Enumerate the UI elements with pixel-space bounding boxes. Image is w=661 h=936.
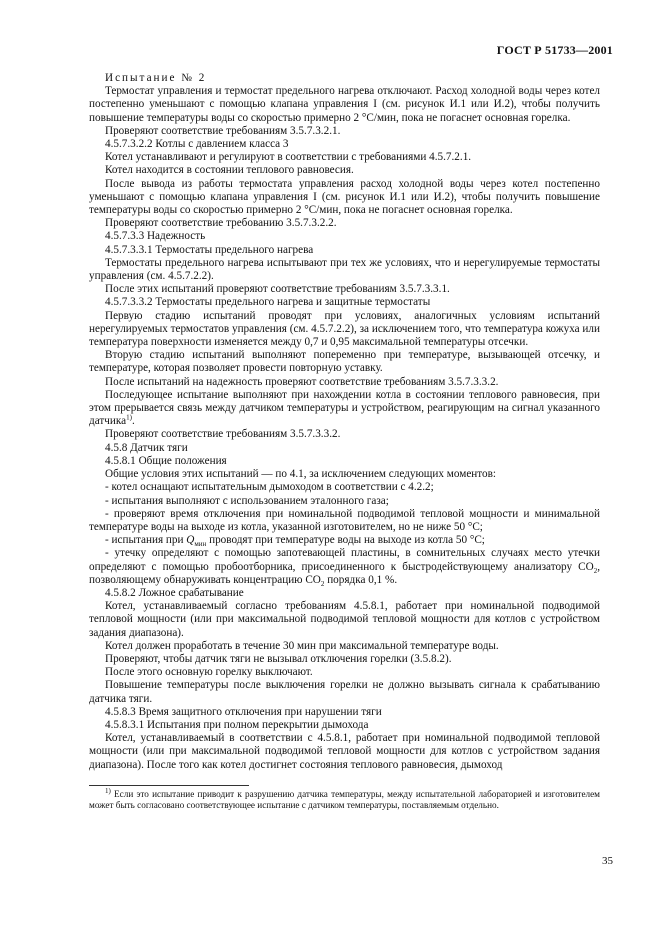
- section-heading: 4.5.8.3 Время защитного отключения при нарушении тяги: [105, 705, 382, 718]
- footnote-body: Если это испытание приводит к разрушению датчика температуры, между испытательной лабораторией и изготовителем может быть согласовано соответствующее испытание с датчиком температуры, поставляемым отдельно.: [89, 789, 600, 811]
- paragraph: Проверяют соответствие требованиям 3.5.7.3.3.2.: [105, 428, 341, 441]
- list-item-text: - испытания при: [105, 534, 187, 547]
- page-number: 35: [602, 855, 613, 867]
- document-body: [89, 72, 600, 772]
- paragraph: Термостаты предельного нагрева испытывают при тех же условиях, что и нерегулируемые термостаты управления (см. 4.5.7.2.2).: [89, 256, 600, 283]
- co2-subscript: 2: [593, 566, 598, 575]
- paragraph: Термостат управления и термостат предельного нагрева отключают. Расход холодной воды через котел постепенно уменьшают с помощью клапана управления I (см. рисунок И.1 или И.2), чтобы получить повышение температуры воды со скоростью примерно 2 °С/мин, пока не погаснет основная горелка.: [89, 85, 600, 124]
- section-heading: 4.5.7.3.3 Надежность: [105, 230, 206, 243]
- paragraph: После этих испытаний проверяют соответствие требованиям 3.5.7.3.3.1.: [105, 283, 450, 296]
- section-heading: 4.5.7.3.3.2 Термостаты предельного нагрева и защитные термостаты: [105, 296, 431, 309]
- paragraph: Котел должен проработать в течение 30 мин при максимальной температуре воды.: [105, 639, 499, 652]
- list-item: - котел оснащают испытательным дымоходом в соответствии с 4.2.2;: [105, 481, 434, 494]
- paragraph: После испытаний на надежность проверяют соответствие требованиям 3.5.7.3.3.2.: [105, 375, 499, 388]
- section-heading: 4.5.8 Датчик тяги: [105, 441, 188, 454]
- paragraph: Проверяют соответствие требованию 3.5.7.3.2.2.: [105, 217, 337, 230]
- test-heading: Испытание № 2: [105, 72, 207, 84]
- paragraph: Первую стадию испытаний проводят при условиях, аналогичных условиям испытаний нерегулируемых термостатов управления (см. 4.5.7.2.2), за исключением того, что температура кожуха или температура поверхности изменяется между 0,7 и 0,95 максимальной температуры отсечки.: [89, 309, 600, 349]
- footnote-text: [89, 786, 600, 811]
- list-item-text: порядка 0,1 %.: [324, 573, 398, 586]
- paragraph: Проверяют соответствие требованиям 3.5.7.3.2.1.: [105, 124, 341, 137]
- section-heading: 4.5.8.2 Ложное срабатывание: [105, 586, 244, 599]
- paragraph-with-footnote: [89, 389, 600, 429]
- list-item: - проверяют время отключения при номинальной подводимой тепловой мощности и минимальной температуре воды на выходе из котла, указанной изготовителем, но не ниже 50 °С;: [89, 507, 600, 533]
- q-symbol: Q: [186, 534, 195, 547]
- footnote: [89, 785, 600, 811]
- paragraph: Повышение температуры после выключения горелки не должно вызывать сигнала к срабатыванию датчика тяги.: [89, 679, 600, 705]
- section-heading: 4.5.7.3.3.1 Термостаты предельного нагрева: [105, 243, 314, 256]
- paragraph: Котел, устанавливаемый согласно требованиям 4.5.8.1, работает при номинальной подводимой тепловой мощности (или при максимальной подводимой тепловой мощности для котлов с устройством задания диапазона).: [89, 600, 600, 639]
- paragraph: Котел находится в состоянии теплового равновесия.: [105, 164, 354, 177]
- paragraph: Общие условия этих испытаний — по 4.1, за исключением следующих моментов:: [105, 468, 497, 481]
- footnote-divider: [89, 785, 249, 786]
- list-item-text: , позволяющему обнаруживать концентрацию CO: [89, 560, 600, 586]
- document-code: ГОСТ Р 51733—2001: [496, 43, 613, 57]
- paragraph-text: Последующее испытание выполняют при нахождении котла в состоянии теплового равновесия, при этом прерывается связь между датчиком температуры и устройством, реагирующим на сигнал указанного датчика: [89, 388, 600, 428]
- list-item: [89, 534, 600, 547]
- paragraph: Котел, устанавливаемый в соответствии с 4.5.8.1, работает при номинальной подводимой тепловой мощности (или при максимальной подводимой тепловой мощности для котлов с устройством задания диапазона). После того как котел достигнет состояния теплового равновесия, дымоход: [89, 732, 600, 771]
- section-heading: 4.5.8.1 Общие положения: [105, 454, 227, 467]
- paragraph-end: .: [131, 415, 135, 428]
- paragraph: Котел устанавливают и регулируют в соответствии с требованиями 4.5.7.2.1.: [105, 151, 472, 164]
- footnote-reference: 1): [126, 413, 132, 422]
- section-heading: 4.5.7.3.2.2 Котлы с давлением класса 3: [105, 138, 289, 151]
- section-heading: 4.5.8.3.1 Испытания при полном перекрытии дымохода: [105, 718, 369, 731]
- paragraph: Вторую стадию испытаний выполняют попеременно при температуре, вызывающей отсечку, и температуре, которая позволяет провести повторную уставку.: [89, 349, 600, 375]
- footnote-mark: 1): [105, 786, 111, 795]
- list-item: - испытания выполняют с использованием эталонного газа;: [105, 494, 389, 507]
- list-item-text: - утечку определяют с помощью запотевающей пластины, в сомнительных случаях место утечки определяют с помощью пробоотборника, присоединенного к быстродействующему анализатору CO: [89, 547, 600, 573]
- paragraph: Проверяют, чтобы датчик тяги не вызывал отключения горелки (3.5.8.2).: [105, 652, 452, 665]
- paragraph: После вывода из работы термостата управления расход холодной воды через котел постепенно уменьшают с помощью клапана управления I (см. рисунок И.1 или И.2), чтобы получить повышение температуры воды со скоростью примерно 2 °С/мин, пока не погаснет основная горелка.: [89, 177, 600, 217]
- list-item-text: проводят при температуре воды на выходе из котла 50 °С;: [206, 534, 485, 547]
- paragraph: После этого основную горелку выключают.: [105, 666, 313, 679]
- q-subscript: мин: [194, 540, 207, 549]
- co2-subscript: 2: [320, 579, 325, 588]
- list-item: [89, 547, 600, 587]
